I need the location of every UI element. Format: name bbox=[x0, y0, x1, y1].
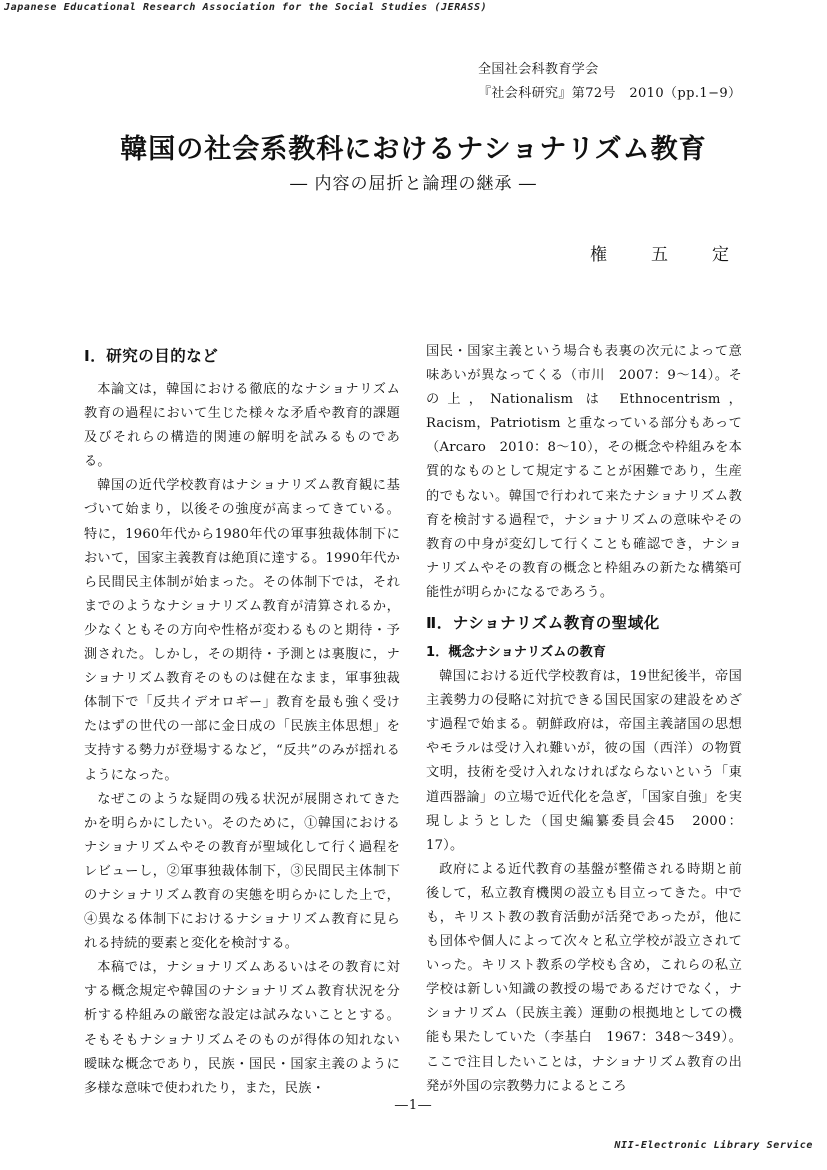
page-number: ―1― bbox=[394, 1098, 433, 1113]
citation: 『社会科研究』第72号 2010（pp.1−9） bbox=[478, 86, 742, 101]
paragraph: 韓国の近代学校教育はナショナリズム教育観に基づいて始まり，以後その強度が高まってきている。特に，1960年代から1980年代の軍事独裁体制下において，国家主義教育は絶頂に達する。1990年代から民間民主体制が始まった。その体制下では，それまでのようなナショナリズム教育が清算されるか，少なくともその方向や性格が変わるものと期待・予測された。しかし，その期待・予測とは裏腹に，ナショナリズム教育そのものは健在なまま，軍事独裁体制下で「反共イデオロギー」教育を最も強く受けたはずの世代の一部に金日成の「民族主体思想」を支持する勢力が登場するなど，“反共”のみが揺れるようになった。 bbox=[84, 478, 400, 783]
paragraph: 韓国における近代学校教育は，19世紀後半，帝国主義勢力の侵略に対抗できる国民国家の建設をめざす過程で始まる。朝鮮政府は，帝国主義諸国の思想やモラルは受け入れ難いが，彼の国（西洋）の物質文明，技術を受け入れなければならないという「東道西器論」の立場で近代化を急ぎ，「国家自強」を実現しようとした（国史編纂委員会45 2000：17）。 bbox=[426, 669, 742, 853]
paper-subtitle: ― 内容の屈折と論理の継承 ― bbox=[290, 174, 537, 194]
society-name: 全国社会科教育学会 bbox=[478, 62, 599, 77]
subsection-heading: 1．概念ナショナリズムの教育 bbox=[426, 645, 607, 661]
paragraph: なぜこのような疑問の残る状況が展開されてきたかを明らかにしたい。そのために，①韓国におけるナショナリズムやその教育が聖域化して行く過程をレビューし，②軍事独裁体制下，③民間民主体制下のナショナリズム教育の実態を明らかにした上で，④異なる体制下におけるナショナリズム教育に見られる持続的要素と変化を検討する。 bbox=[84, 791, 400, 952]
right-column bbox=[426, 340, 742, 1099]
section-heading: Ⅰ．研究の目的など bbox=[84, 347, 219, 365]
journal-banner: Japanese Educational Research Association for the Social Studies (JERASS) bbox=[4, 2, 488, 13]
section-heading: Ⅱ．ナショナリズム教育の聖域化 bbox=[426, 614, 660, 633]
paper-title: 韓国の社会系教科におけるナショナリズム教育 bbox=[120, 134, 707, 165]
author-name: 権五定 bbox=[590, 245, 773, 265]
paragraph: 国民・国家主義という場合も表裏の次元によって意味あいが異なってくる（市川 2007：9〜14）。その上，Nationalism は Ethnocentrism，Racism，Patriotism と重なっている部分もあって（Arcaro 2010：8〜10），その概念や枠組みを本質的なものとして規定することが困難であり，生産的でもない。韓国で行われて来たナショナリズム教育を検討する過程で，ナショナリズムの意味やその教育の中身が変幻して行くことも確認でき，ナショナリズムやその教育の概念と枠組みの新たな構築可能性が明らかになるであろう。 bbox=[426, 344, 742, 600]
paragraph: 本稿では，ナショナリズムあるいはその教育に対する概念規定や韓国のナショナリズム教育状況を分析する枠組みの厳密な設定は試みないこととする。そもそもナショナリズムそのものが得体の知れない曖昧な概念であり，民族・国民・国家主義のように多様な意味で使われたり，また，民族・ bbox=[84, 960, 400, 1096]
paragraph: 政府による近代教育の基盤が整備される時期と前後して，私立教育機関の設立も目立ってきた。中でも，キリスト教の教育活動が活発であったが，他にも団体や個人によって次々と私立学校が設立されていった。キリスト教系の学校も含め，これらの私立学校は新しい知識の教授の場であるだけでなく，ナショナリズム（民族主義）運動の根拠地としての機能も果たしていた（李基白 1967：348〜349）。ここで注目したいことは，ナショナリズム教育の出発が外国の宗教勢力によるところ bbox=[426, 861, 742, 1094]
journal-info bbox=[478, 58, 741, 106]
library-banner: NII-Electronic Library Service bbox=[614, 1140, 813, 1151]
left-column bbox=[84, 340, 400, 1101]
paragraph: 本論文は，韓国における徹底的なナショナリズム教育の過程において生じた様々な矛盾や教育的課題及びそれらの構造的関連の解明を試みるものである。 bbox=[84, 382, 400, 470]
